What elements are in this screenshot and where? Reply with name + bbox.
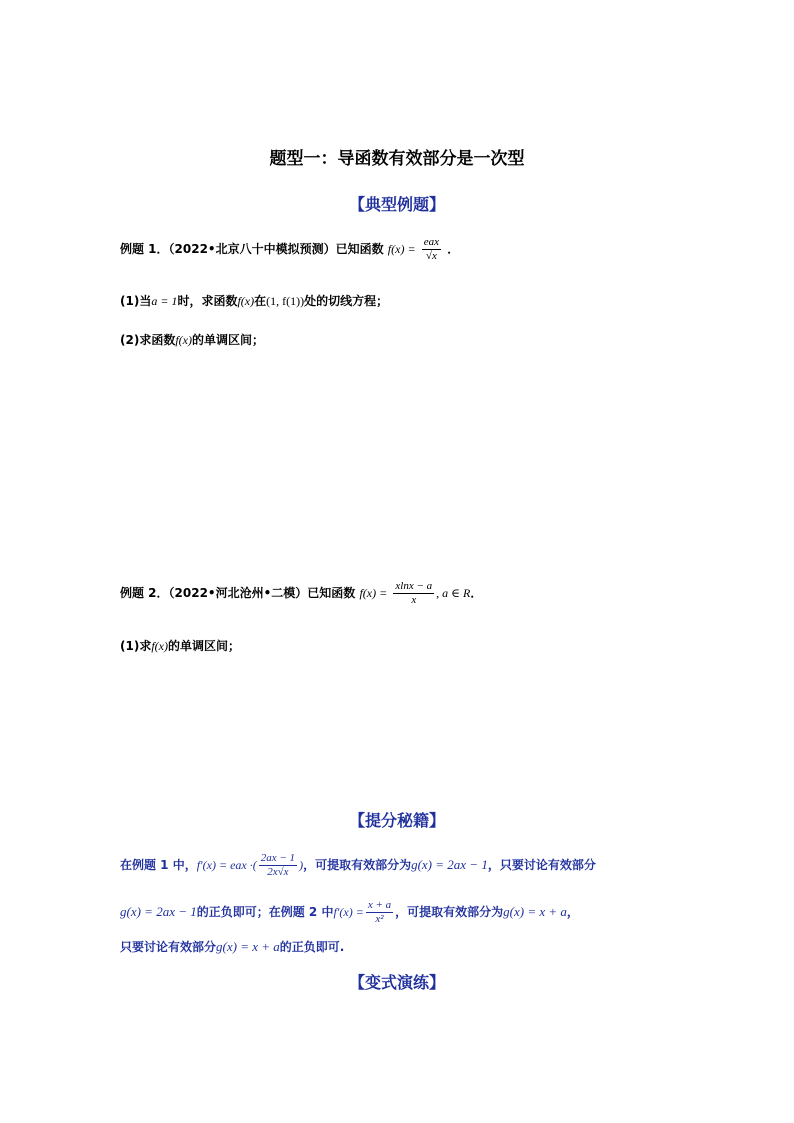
example-1-denominator: √x [425, 250, 437, 262]
tips-l1-c: ，只要讨论有效部分 [487, 858, 596, 872]
tips-l2-b: ，可提取有效部分为 [395, 905, 504, 919]
example-1-numerator: eax [423, 236, 439, 248]
tips-l2-fraction [366, 899, 393, 926]
section-typical-examples: 【典型例题】 [348, 195, 445, 214]
tips-l2-g2: g(x) = x + a [503, 904, 567, 919]
tips-l1-g: g(x) = 2ax − 1 [411, 857, 488, 872]
section-variant-exercises: 【变式演练】 [348, 973, 445, 992]
tips-l2-g: g(x) = 2ax − 1 [120, 904, 197, 919]
example-2-end: ． [470, 586, 483, 600]
tips-l2-c: ， [566, 905, 579, 919]
q2-text-a: (2)求函数 [120, 333, 176, 347]
example-2-func-tail: , a ∈ R [436, 586, 471, 600]
tips-l2-a: 的正负即可；在例题 2 中 [196, 905, 334, 919]
ex2-q1-function: f(x) [151, 639, 168, 653]
tips-l1-denominator: 2x√x [267, 866, 289, 878]
tips-l3-a: 只要讨论有效部分 [120, 940, 217, 954]
tips-l3-g: g(x) = x + a [216, 939, 280, 954]
tips-l1-numerator: 2ax − 1 [260, 852, 296, 864]
q1-function: f(x) [237, 294, 255, 308]
q1-text-c: 在 [254, 294, 267, 308]
example-2-denominator: x [411, 594, 417, 606]
q2-text-b: 的单调区间； [191, 333, 264, 347]
example-2-numerator: xlnx − a [395, 580, 433, 592]
example-1-question-1 [120, 291, 388, 311]
q1-point: (1, f(1)) [266, 294, 305, 308]
q1-text-d: 处的切线方程； [304, 294, 389, 308]
example-1-end: ． [447, 242, 460, 256]
example-2-lead: 例题 2．（2022•河北沧州•二模）已知函数 [120, 586, 356, 600]
tips-line-3 [120, 937, 344, 957]
example-2-func-lhs: f(x) = [359, 586, 388, 600]
ex2-q1-text-a: (1)求 [120, 639, 152, 653]
example-2-question-1 [120, 636, 240, 656]
example-1-func-lhs: f(x) = [387, 242, 416, 256]
q2-function: f(x) [175, 333, 192, 347]
tips-l1-fraction [259, 852, 297, 879]
tips-line-2 [120, 899, 579, 926]
example-1-fraction [422, 236, 441, 263]
tips-l2-denominator: x² [375, 913, 384, 925]
example-1-question-2 [120, 330, 264, 350]
example-1-lead: 例题 1．（2022•北京八十中模拟预测）已知函数 [120, 242, 384, 256]
example-1-statement [120, 236, 459, 263]
tips-l2-derivative: f′(x) = [333, 905, 364, 919]
tips-l1-close: ) [299, 858, 304, 872]
q1-condition: a = 1 [151, 294, 178, 308]
tips-l2-numerator: x + a [367, 899, 392, 911]
section-tips: 【提分秘籍】 [348, 811, 445, 830]
q1-text-b: 时，求函数 [177, 294, 238, 308]
example-2-statement [120, 580, 482, 607]
tips-l1-a: 在例题 1 中， [120, 858, 197, 872]
page-title: 题型一：导函数有效部分是一次型 [269, 149, 525, 169]
example-2-fraction [393, 580, 434, 607]
tips-l3-b: 的正负即可. [279, 940, 345, 954]
tips-l1-derivative: f′(x) = eax ·( [196, 858, 257, 872]
q1-text-a: (1)当 [120, 294, 152, 308]
tips-line-1 [120, 852, 596, 879]
tips-l1-b: ，可提取有效部分为 [303, 858, 412, 872]
ex2-q1-text-b: 的单调区间； [167, 639, 240, 653]
